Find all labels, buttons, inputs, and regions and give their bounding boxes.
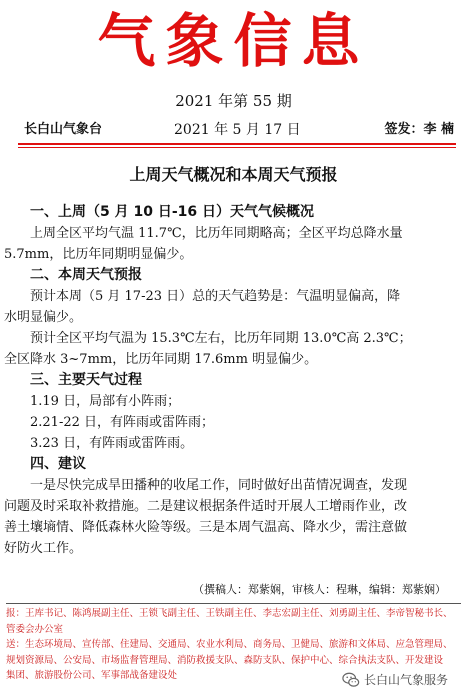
issue-date: 2021 年 5 月 17 日 — [174, 122, 301, 138]
distribution-line: 报：王库书记、陈鸿展副主任、王锁飞副主任、王铁副主任、李志宏副主任、刘勇副主任、李帝智秘书长、 — [6, 608, 453, 619]
paragraph-line: 好防火工作。 — [4, 541, 83, 556]
distribution-line: 集团、旅游股份公司、军事部战备建设处 — [6, 670, 178, 681]
signer: 签发：李 楠 — [384, 122, 454, 137]
document-body — [4, 202, 452, 559]
list-item: 2.21-22 日，有阵雨或雷阵雨； — [30, 415, 215, 430]
meta-row — [24, 120, 454, 140]
paragraph-line: 水明显偏少。 — [4, 310, 83, 325]
paragraph-line: 预计全区平均气温为 15.3℃左右，比历年同期 13.0℃高 2.3℃； — [30, 331, 412, 346]
paragraph-line: 预计本周（5 月 17-23 日）总的天气趋势是：气温明显偏高，降 — [30, 289, 401, 304]
masthead-title: 气象信息 — [97, 7, 370, 75]
distribution-line: 管委会办公室 — [6, 623, 64, 635]
editors-credit: （撰稿人：郑紫娴，审核人：程琳，编辑：郑紫娴） — [193, 583, 446, 596]
paragraph-line: 全区降水 3~7mm，比历年同期 17.6mm 明显偏少。 — [4, 352, 318, 367]
watermark-text: 长白山气象服务 — [364, 673, 449, 687]
section-heading-1: 一、上周（5 月 10 日-16 日）天气气候概况 — [30, 204, 315, 220]
list-item: 1.19 日，局部有小阵雨； — [30, 394, 181, 409]
list-item: 3.23 日，有阵雨或雷阵雨。 — [30, 436, 194, 451]
section-heading-3: 三、主要天气过程 — [30, 372, 142, 388]
paragraph-line: 一是尽快完成旱田播种的收尾工作，同时做好出苗情况调查，发现 — [30, 478, 408, 493]
paragraph-line: 上周全区平均气温 11.7℃，比历年同期略高；全区平均总降水量 — [30, 226, 403, 241]
issuing-organization: 长白山气象台 — [24, 122, 103, 137]
paragraph-line: 问题及时采取补救措施。二是建议根据条件适时开展人工增雨作业，改 — [4, 499, 408, 514]
issue-number: 2021 年第 55 期 — [175, 92, 292, 110]
account-watermark — [342, 670, 448, 690]
document-title: 上周天气概况和本周天气预报 — [129, 165, 338, 184]
footer-divider — [6, 603, 461, 604]
section-heading-2: 二、本周天气预报 — [30, 267, 142, 283]
header-divider-thick — [18, 143, 456, 145]
paragraph-line: 5.7mm，比历年同期明显偏少。 — [4, 247, 193, 262]
section-heading-4: 四、建议 — [30, 456, 86, 472]
distribution-line: 送：生态环境局、宣传部、住建局、交通局、农业水利局、商务局、卫健局、旅游和文体局、应急管理局、 — [6, 639, 453, 650]
header-divider-thin — [18, 147, 456, 148]
wechat-icon — [342, 671, 360, 689]
paragraph-line: 善土壤墒情、降低森林火险等级。三是本周气温高、降水少，需注意做 — [4, 520, 408, 535]
distribution-line: 规划资源局、公安局、市场监督管理局、消防救援支队、森防支队、保护中心、综合执法支队、开发建设 — [6, 654, 444, 666]
